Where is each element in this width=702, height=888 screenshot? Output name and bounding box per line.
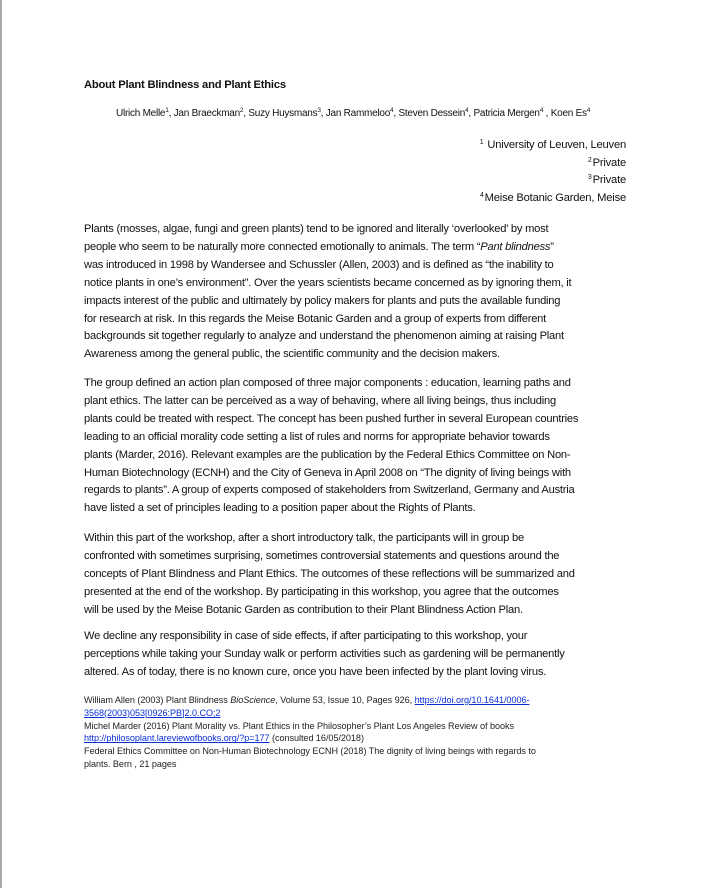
affiliation-item: $^2$Private [587,156,626,169]
affiliation-marker: 4 [465,107,469,114]
author: Patricia Mergen$^4$ , [473,107,551,119]
affiliation-item: $^4$Meise Botanic Garden, Meise [479,192,626,205]
affiliation-marker: 4 [539,107,544,114]
author: Jan Braeckman$^2$, [173,107,249,119]
paragraph-plant-blindness-intro: Plants (mosses, algae, fungi and green plants) tend to be ignored and literally ‘overlooked’ by most people who seem to be naturally more connected emotionally to animals. The term “Pant blindness” was introduced in 1998 by Wandersee and Schussler (Allen, 2003) and is defined as “the inability to notice plants in one’s environment”. Over the years scientists became concerned as by ignoring them, it impacts interest of the public and ultimately by policy makers for plants and puts the available funding for research at risk. In this regards the Meise Botanic Garden and a group of experts from different backgrounds sit together regularly to analyze and understand the phenomenon aiming at raising Plant Awareness among the general public, the scientific community and the decision makers. [84,223,572,361]
italic-term: Pant blindness [480,240,551,253]
reference-allen: William Allen (2003) Plant Blindness BioScience, Volume 53, Issue 10, Pages 926, https://doi.org/10.1641/0006- [84,695,530,705]
affiliation-marker: 4 [390,107,394,114]
affiliation-marker: 4 [586,107,591,114]
author: Steven Dessein$^4$, [398,107,474,119]
author: Jan Rammeloo$^4$, [325,107,399,119]
document-title: About Plant Blindness and Plant Ethics [84,79,286,91]
reference-marder: Michel Marder (2016) Plant Morality vs. Plant Ethics in the Philosopher’s Plant Los Angeles Review of books [84,720,515,731]
affiliation-item: $^1$ University of Leuven, Leuven [479,139,626,151]
paragraph-disclaimer: We decline any responsibility in case of side effects, if after participating to this workshop, your perceptions while taking your Sunday walk or perform activities such as gardening will be permanently altered. As of today, there is no known cure, once you have been infected by the plant loving virus. [84,630,565,678]
author: Koen Es$^4$ [550,107,591,119]
affiliation-marker: 3 [317,107,321,114]
affiliations [480,137,626,208]
author-list [116,108,590,119]
author: Suzy Huysmans$^3$, [248,107,326,119]
reference-ecnh: Federal Ethics Committee on Non-Human Biotechnology ECNH (2018) The dignity of living beings with regards to [84,746,536,757]
affiliation-item: $^3$Private [587,174,626,187]
paragraph-action-plan: The group defined an action plan composed of three major components : education, learning paths and plant ethics. The latter can be perceived as a way of behaving, where all living beings, thus including plants could be treated with respect. The concept has been pushed further in several European countries leading to an official morality code setting a list of rules and norms for appropriate behavior towards plants (Marder, 2016). Relevant examples are the publication by the Federal Ethics Committee on Non- Human Biotechnology (ECNH) and the City of Geneva in April 2008 on “The dignity of living beings with regards to plants”. A group of experts composed of stakeholders from Switzerland, Germany and Austria have listed a set of principles leading to a position paper about the Rights of Plants. [84,377,579,515]
affiliation-marker: 2 [239,107,244,114]
doi-link[interactable]: https://doi.org/10.1641/0006- [414,695,530,705]
paragraph-workshop: Within this part of the workshop, after a short introductory talk, the participants will in group be confronted with sometimes surprising, sometimes controversial statements and questions around the concepts of Plant Blindness and Plant Ethics. The outcomes of these reflections will be summarized and presented at the end of the workshop. By participating in this workshop, you agree that the outcomes will be used by the Meise Botanic Garden as contribution to their Plant Blindness Action Plan. [84,532,575,616]
philosoplant-link[interactable]: http://philosoplant.lareviewofbooks.org/?p=177 [84,733,270,744]
affiliation-marker: 1 [165,107,169,114]
references: William Allen (2003) Plant Blindness BioScience, Volume 53, Issue 10, Pages 926, https://doi.org/10.1641/0006- 3568(2003)053[0926:PB]2.0.CO;2 Michel Marder (2016) Plant Morality vs. Plant Ethics in the Philosopher’s Plant Los Angeles Review of books http://philosoplant.lareviewofbooks.org/?p=177 (consulted 16/05/2018) Federal Ethics Committee on Non-Human Biotechnology ECNH (2018) The dignity of living beings with regards to plants. Bern , 21 pages [84,694,624,771]
doi-link-continued[interactable]: 3568(2003)053[0926:PB]2.0.CO;2 [84,707,221,718]
author: Ulrich Melle$^1$, [116,107,174,119]
